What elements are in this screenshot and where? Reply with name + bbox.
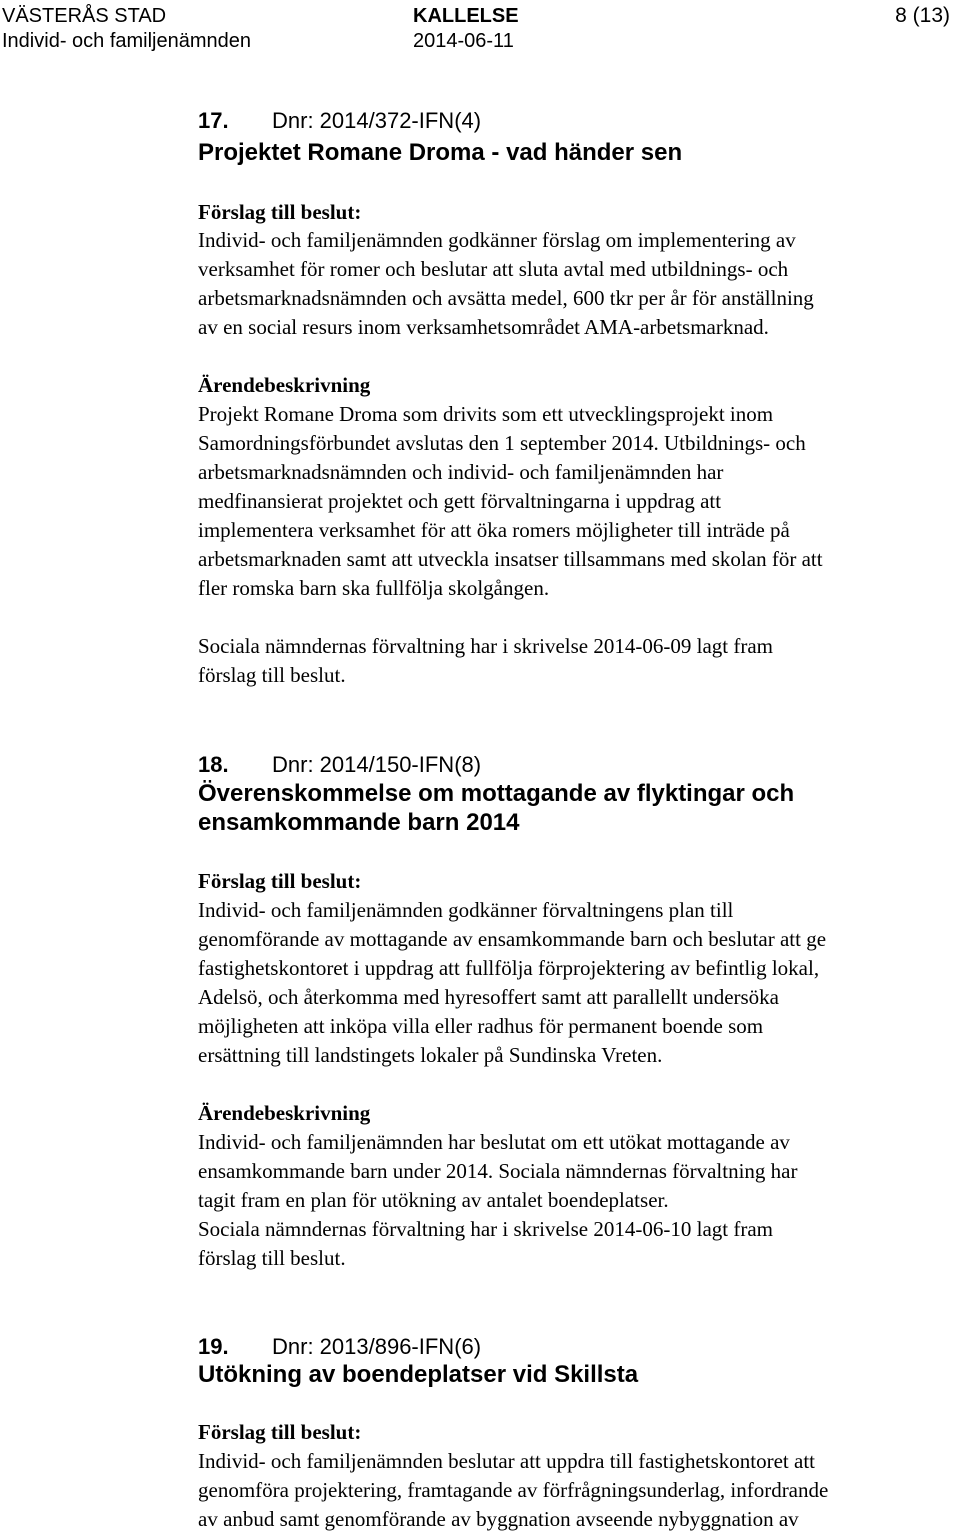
note-line: Sociala nämndernas förvaltning har i skrivelse 2014-06-09 lagt fram bbox=[198, 634, 773, 658]
description-line: arbetsmarknadsnämnden och individ- och familjenämnden har bbox=[198, 460, 724, 484]
proposal-line: fastighetskontoret i uppdrag att fullfölja förprojektering av befintlig lokal, bbox=[198, 956, 820, 980]
item-title: Projektet Romane Droma - vad händer sen bbox=[198, 139, 683, 166]
proposal-label: Förslag till beslut: bbox=[198, 1420, 362, 1444]
description-line: Individ- och familjenämnden har beslutat om ett utökat mottagande av bbox=[198, 1130, 790, 1154]
proposal-line: Individ- och familjenämnden godkänner förslag om implementering av bbox=[198, 228, 796, 252]
committee-name: Individ- och familjenämnden bbox=[2, 30, 252, 52]
item-number: 18. bbox=[198, 752, 229, 777]
organization-name: VÄSTERÅS STAD bbox=[2, 5, 167, 27]
proposal-line: arbetsmarknadsnämnden och avsätta medel, 600 tkr per år för anställning bbox=[198, 286, 814, 310]
description-line: implementera verksamhet för att öka romers möjligheter till inträde på bbox=[198, 518, 790, 542]
item-number: 19. bbox=[198, 1334, 229, 1359]
description-line: arbetsmarknaden samt att utveckla insatser tillsammans med skolan för att bbox=[198, 547, 823, 571]
proposal-line: Adelsö, och återkomma med hyresoffert samt att parallellt undersöka bbox=[198, 985, 780, 1009]
proposal-label: Förslag till beslut: bbox=[198, 869, 362, 893]
description-line: medfinansierat projektet och gett förvaltningarna i uppdrag att bbox=[198, 489, 722, 513]
description-line: förslag till beslut. bbox=[198, 1246, 346, 1270]
item-title: ensamkommande barn 2014 bbox=[198, 809, 520, 836]
page-number: 8 (13) bbox=[895, 4, 950, 27]
description-line: Samordningsförbundet avslutas den 1 september 2014. Utbildnings- och bbox=[198, 431, 806, 455]
description-label: Ärendebeskrivning bbox=[198, 1101, 371, 1125]
proposal-line: Individ- och familjenämnden beslutar att uppdra till fastighetskontoret att bbox=[198, 1449, 815, 1473]
item-title: Överenskommelse om mottagande av flyktingar och bbox=[198, 780, 795, 807]
note-line: förslag till beslut. bbox=[198, 663, 346, 687]
description-line: tagit fram en plan för utökning av antalet boendeplatser. bbox=[198, 1188, 669, 1212]
item-dnr: Dnr: 2013/896-IFN(6) bbox=[272, 1334, 482, 1359]
proposal-line: möjligheten att inköpa villa eller radhus för permanent boende som bbox=[198, 1014, 764, 1038]
item-heading bbox=[198, 108, 481, 134]
proposal-line: av en social resurs inom verksamhetsområdet AMA-arbetsmarknad. bbox=[198, 315, 769, 339]
proposal-line: av anbud samt genomförande av byggnation avseende nybyggnation av bbox=[198, 1507, 799, 1531]
description-line: Sociala nämndernas förvaltning har i skrivelse 2014-06-10 lagt fram bbox=[198, 1217, 773, 1241]
item-heading bbox=[198, 1334, 481, 1360]
item-dnr: Dnr: 2014/150-IFN(8) bbox=[272, 752, 482, 777]
proposal-line: Individ- och familjenämnden godkänner förvaltningens plan till bbox=[198, 898, 734, 922]
proposal-label: Förslag till beslut: bbox=[198, 200, 362, 224]
item-title: Utökning av boendeplatser vid Skillsta bbox=[198, 1361, 639, 1388]
proposal-line: genomföra projektering, framtagande av förfrågningsunderlag, infordrande bbox=[198, 1478, 829, 1502]
proposal-line: ersättning till landstingets lokaler på Sundinska Vreten. bbox=[198, 1043, 663, 1067]
proposal-line: verksamhet för romer och beslutar att sluta avtal med utbildnings- och bbox=[198, 257, 789, 281]
item-number: 17. bbox=[198, 108, 229, 133]
document-type: KALLELSE bbox=[413, 5, 519, 27]
item-heading bbox=[198, 752, 481, 778]
description-label: Ärendebeskrivning bbox=[198, 373, 371, 397]
meeting-date: 2014-06-11 bbox=[413, 30, 514, 52]
item-dnr: Dnr: 2014/372-IFN(4) bbox=[272, 108, 482, 133]
page-header bbox=[0, 0, 960, 60]
description-line: fler romska barn ska fullfölja skolgången. bbox=[198, 576, 550, 600]
description-line: ensamkommande barn under 2014. Sociala nämndernas förvaltning har bbox=[198, 1159, 798, 1183]
proposal-line: genomförande av mottagande av ensamkommande barn och beslutar att ge bbox=[198, 927, 827, 951]
description-line: Projekt Romane Droma som drivits som ett utvecklingsprojekt inom bbox=[198, 402, 774, 426]
